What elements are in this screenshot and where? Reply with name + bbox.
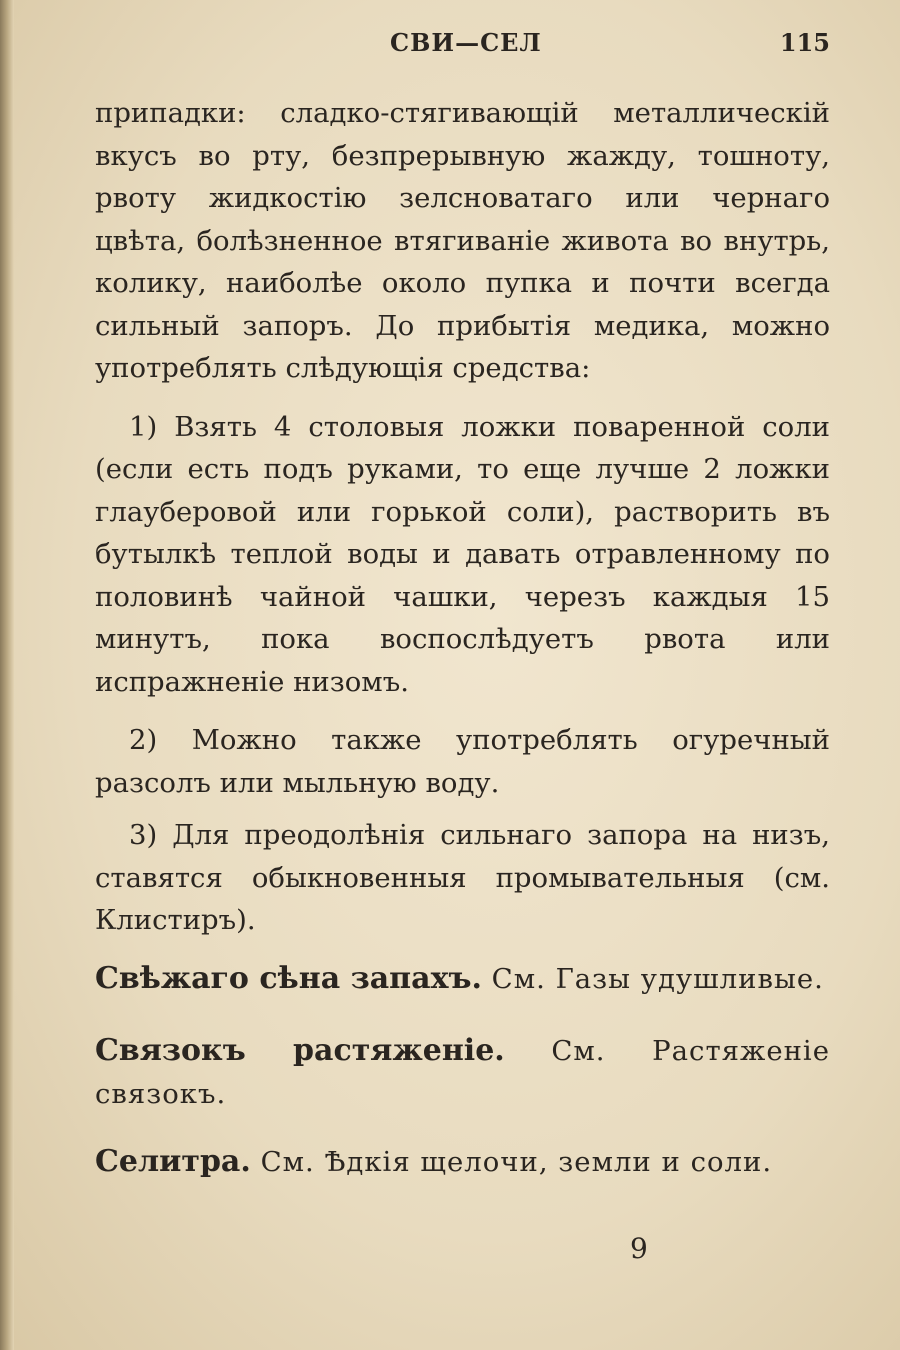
entry-term: Связокъ растяженіе. bbox=[95, 1033, 505, 1068]
paragraph-intro: припадки: сладко-стягивающій металлическій вкусъ во рту, безпрерывную жажду, тошноту, рвоту жидкостію зелсноватаго или чернаго цвѣта, болѣзненное втягиваніе живота во внутрь, колику, наиболѣе около пупка и почти всегда сильный запоръ. До прибытія медика, можно употреблять слѣдующія средства: bbox=[95, 97, 830, 384]
dictionary-entry bbox=[95, 958, 830, 1001]
paragraph-remedy-1: 1) Взять 4 столовыя ложки поваренной соли (если есть подъ руками, то еще лучше 2 ложки глауберовой или горькой соли), растворить въ бутылкѣ теплой воды и давать отравленному по половинѣ чайной чашки, черезъ каждыя 15 минутъ, пока воспослѣдуетъ рвота или испражненіе низомъ. bbox=[95, 410, 830, 698]
entry-term: Свѣжаго сѣна запахъ. bbox=[95, 960, 482, 996]
running-head bbox=[90, 28, 830, 68]
page-spine-shadow bbox=[0, 0, 14, 1350]
body-text bbox=[95, 92, 830, 1184]
dictionary-entry bbox=[95, 1141, 830, 1184]
paragraph-remedy-3: 3) Для преодолѣнія сильнаго запора на низъ, ставятся обыкновенныя промывательныя (см. Клистиръ). bbox=[95, 819, 830, 936]
dictionary-entry bbox=[95, 1030, 830, 1115]
page-number: 115 bbox=[779, 28, 830, 57]
running-head-title: СВИ—СЕЛ bbox=[390, 28, 542, 57]
entry-reference: См. Ѣдкія щелочи, земли и соли. bbox=[250, 1146, 773, 1178]
entry-reference: См. Растяженіе связокъ. bbox=[95, 1035, 830, 1110]
entry-term: Селитра. bbox=[95, 1144, 251, 1179]
paragraph-remedy-2: 2) Можно также употреблять огуречный разсолъ или мыльную воду. bbox=[95, 724, 830, 799]
entry-reference: См. Газы удушливые. bbox=[481, 962, 824, 995]
signature-mark: 9 bbox=[630, 1232, 648, 1265]
